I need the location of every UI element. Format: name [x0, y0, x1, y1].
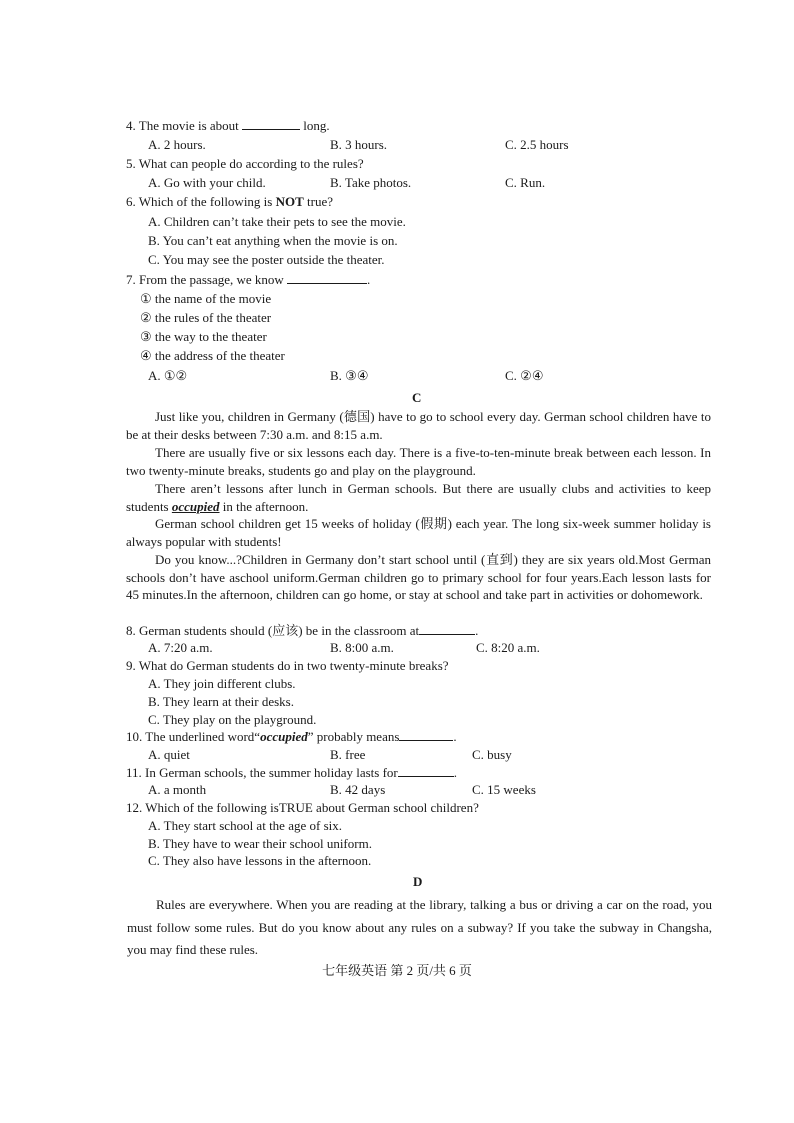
- q7-item-1: ① the name of the movie: [140, 291, 272, 306]
- passage-c-paragraph-2: There are usually five or six lessons each day. There is a five-to-ten-minute break between each lesson. In two twenty-minute breaks, students go and play on the playground.: [126, 445, 711, 478]
- q11-stem: 11. In German schools, the summer holiday lasts for .: [126, 765, 457, 780]
- q11-option-c[interactable]: C. 15 weeks: [472, 782, 536, 797]
- q6-option-c[interactable]: C. You may see the poster outside the theater.: [148, 252, 385, 267]
- q5-option-c[interactable]: C. Run.: [505, 175, 546, 190]
- q7-item-3: ③ the way to the theater: [140, 329, 267, 344]
- q12-option-c[interactable]: C. They also have lessons in the afternoon.: [148, 853, 372, 868]
- q7-item-4: ④ the address of the theater: [140, 348, 285, 363]
- q7-option-b[interactable]: B. ③④: [330, 368, 369, 383]
- q6-stem: 6. Which of the following is NOT true?: [126, 194, 334, 209]
- section-c-heading: C: [412, 390, 422, 405]
- answer-blank[interactable]: [242, 129, 300, 130]
- q6-option-b[interactable]: B. You can’t eat anything when the movie is on.: [148, 233, 398, 248]
- section-d-heading: D: [413, 874, 423, 889]
- q7-option-a[interactable]: A. ①②: [148, 368, 188, 383]
- q11-option-b[interactable]: B. 42 days: [330, 782, 386, 797]
- page-footer: 七年级英语 第 2 页/共 6 页: [322, 963, 472, 978]
- q11-option-a[interactable]: A. a month: [148, 782, 207, 797]
- passage-c-paragraph-5: Do you know...?Children in Germany don’t start school until (直到) they are six years old.Most German schools don’t have aschool uniform.German children go to primary school for four years.Each lesson lasts for 45 minutes.In the afternoon, children can go home, or stay at school and take part in activities or dohomework.: [126, 552, 711, 603]
- q4-option-a[interactable]: A. 2 hours.: [148, 137, 206, 152]
- passage-c-paragraph-4: German school children get 15 weeks of holiday (假期) each year. The long six-week summer holiday is always popular with students!: [126, 516, 711, 549]
- q10-stem: 10. The underlined word“occupied” probably means .: [126, 729, 457, 744]
- q12-option-a[interactable]: A. They start school at the age of six.: [148, 818, 342, 833]
- passage-c-paragraph-1: Just like you, children in Germany (德国) have to go to school every day. German school children have to be at their desks between 7:30 a.m. and 8:15 a.m.: [126, 409, 711, 442]
- q9-option-a[interactable]: A. They join different clubs.: [148, 676, 296, 691]
- passage-c-paragraph-3: There aren’t lessons after lunch in German schools. But there are usually clubs and activities to keep students occupied in the afternoon.: [126, 481, 711, 514]
- q7-item-2: ② the rules of the theater: [140, 310, 272, 325]
- q4-stem: 4. The movie is about long.: [126, 118, 330, 133]
- q10-option-a[interactable]: A. quiet: [148, 747, 190, 762]
- answer-blank[interactable]: [399, 740, 453, 741]
- q12-stem: 12. Which of the following isTRUE about German school children?: [126, 800, 479, 815]
- answer-blank[interactable]: [287, 283, 367, 284]
- q9-stem: 9. What do German students do in two twenty-minute breaks?: [126, 658, 449, 673]
- q9-option-b[interactable]: B. They learn at their desks.: [148, 694, 294, 709]
- passage-d-paragraph-1: Rules are everywhere. When you are reading at the library, talking a bus or driving a car on the road, you must follow some rules. But do you know about any rules on a subway? If you take the subway in Changsha, you may find these rules.: [127, 897, 712, 957]
- q12-option-b[interactable]: B. They have to wear their school uniform.: [148, 836, 372, 851]
- answer-blank[interactable]: [398, 776, 454, 777]
- q6-option-a[interactable]: A. Children can’t take their pets to see the movie.: [148, 214, 406, 229]
- q5-option-a[interactable]: A. Go with your child.: [148, 175, 266, 190]
- q8-option-c[interactable]: C. 8:20 a.m.: [476, 640, 540, 655]
- q10-option-c[interactable]: C. busy: [472, 747, 512, 762]
- q7-stem: 7. From the passage, we know .: [126, 272, 371, 287]
- q8-stem: 8. German students should (应该) be in the classroom at .: [126, 623, 479, 638]
- q5-stem: 5. What can people do according to the rules?: [126, 156, 364, 171]
- q8-option-a[interactable]: A. 7:20 a.m.: [148, 640, 213, 655]
- underlined-word: occupied: [171, 498, 220, 514]
- q9-option-c[interactable]: C. They play on the playground.: [148, 712, 317, 727]
- q7-option-c[interactable]: C. ②④: [505, 368, 544, 383]
- answer-blank[interactable]: [419, 634, 475, 635]
- q4-option-c[interactable]: C. 2.5 hours: [505, 137, 569, 152]
- q4-option-b[interactable]: B. 3 hours.: [330, 137, 388, 152]
- q5-option-b[interactable]: B. Take photos.: [330, 175, 412, 190]
- q10-option-b[interactable]: B. free: [330, 747, 366, 762]
- q8-option-b[interactable]: B. 8:00 a.m.: [330, 640, 394, 655]
